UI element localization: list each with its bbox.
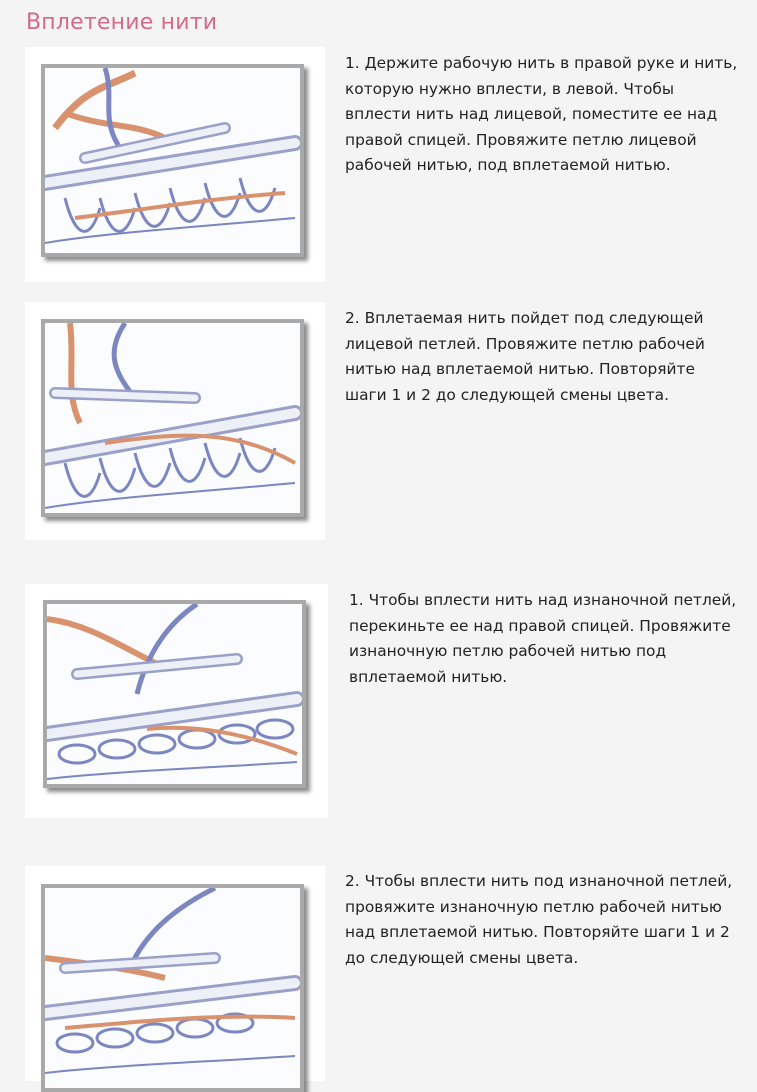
page-title: Вплетение нити [26,10,218,35]
knit-under-drawing [45,323,300,513]
step-4-instruction: 2. Чтобы вплести нить под изнаночной петлей, провяжите изнаночную петлю рабочей нитью над вплетаемой нитью. Повторяйте шаги 1 и 2 до следующей смены цвета. [345,872,733,967]
knitting-illustration-image [41,884,304,1092]
knit-over-drawing [45,68,300,253]
knitting-illustration-image [43,600,306,788]
step-1-instruction: 1. Держите рабочую нить в правой руке и нить, которую нужно вплести, в левой. Чтобы вплести нить над лицевой, поместите ее над правой спицей. Провяжите петлю лицевой рабочей нитью, под вплетаемой нитью. [345,54,738,174]
knitting-illustration-image [41,64,304,257]
illustration-card [25,584,328,818]
illustration-card [25,302,325,540]
step-3-instruction: 1. Чтобы вплести нить над изнаночной петлей, перекиньте ее над правой спицей. Провяжите изнаночную петлю рабочей нитью под вплетаемой нитью. [349,591,737,686]
purl-over-drawing [47,604,302,784]
knitting-illustration-image [41,319,304,517]
illustration-card [25,866,325,1081]
illustration-card [25,47,325,282]
purl-under-drawing [45,888,300,1088]
step-2-instruction: 2. Вплетаемая нить пойдет под следующей лицевой петлей. Провяжите петлю рабочей нитью над вплетаемой нитью. Повторяйте шаги 1 и 2 до следующей смены цвета. [345,309,705,404]
